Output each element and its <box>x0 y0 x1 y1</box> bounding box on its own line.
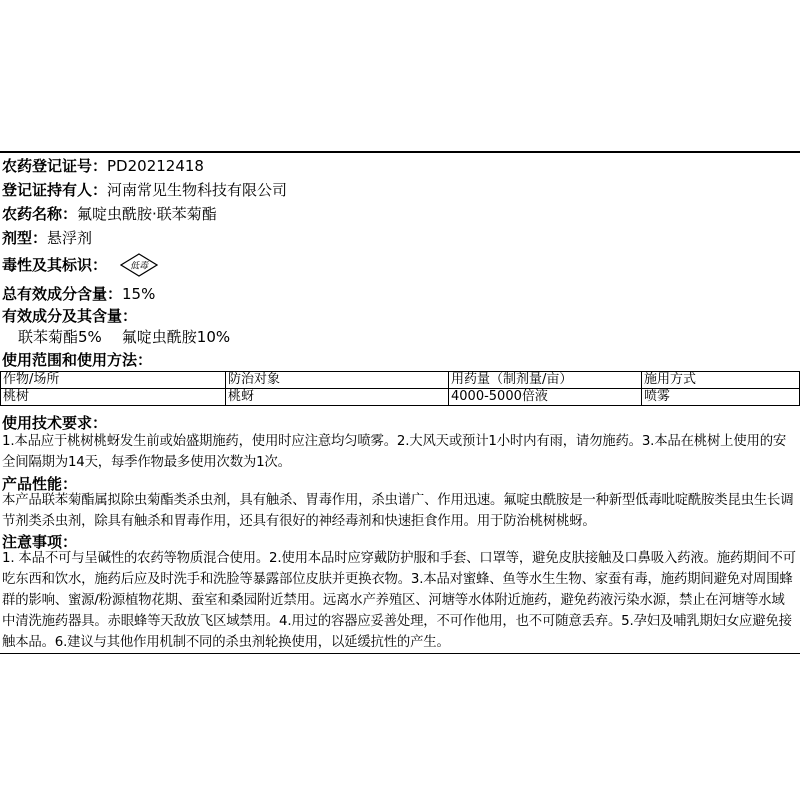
total-content-value: 15% <box>122 285 156 303</box>
toxicity-mark-text: 低毒 <box>129 261 148 271</box>
formulation-row <box>2 227 92 249</box>
table-header-row <box>1 372 800 389</box>
formulation-value: 悬浮剂 <box>47 229 93 247</box>
name-row <box>2 203 217 225</box>
total-content-row <box>2 283 155 305</box>
total-content-label: 总有效成分含量： <box>2 285 123 303</box>
technique-text: 1.本品应于桃树桃蚜发生前或始盛期施药，使用时应注意均匀喷雾。2.大风天或预计1小时内有雨，请勿施药。3.本品在桃树上使用的安全间隔期为14天，每季作物最多使用次数为1次。 <box>2 434 787 470</box>
ingredient-item: 氟啶虫酰胺10% <box>121 328 231 346</box>
table-header-cell: 施用方式 <box>642 372 800 389</box>
toxicity-row <box>2 251 158 279</box>
name-value: 氟啶虫酰胺·联苯菊酯 <box>77 205 217 223</box>
performance-text: 本产品联苯菊酯属拟除虫菊酯类杀虫剂，具有触杀、胃毒作用，杀虫谱广、作用迅速。氟啶虫酰胺是一种新型低毒吡啶酰胺类昆虫生长调节剂类杀虫剂，除具有触杀和胃毒作用，还具有很好的神经毒剂和快速拒食作用。用于防治桃树桃蚜。 <box>2 493 794 529</box>
table-cell: 4000-5000倍液 <box>449 389 642 406</box>
table-header-cell: 用药量（制剂量/亩） <box>449 372 642 389</box>
technique-label: 使用技术要求： <box>2 414 108 432</box>
table-cell: 桃树 <box>1 389 226 406</box>
usage-table <box>0 371 800 406</box>
ingredient-item: 联苯菊酯5% <box>18 328 102 346</box>
precautions-label: 注意事项： <box>2 533 78 551</box>
table-header-cell: 作物/场所 <box>1 372 226 389</box>
registration-value: PD20212418 <box>107 157 204 175</box>
formulation-label: 剂型： <box>2 229 48 247</box>
toxicity-label: 毒性及其标识： <box>2 256 108 274</box>
holder-row <box>2 179 287 201</box>
table-row <box>1 389 800 406</box>
table-header-cell: 防治对象 <box>226 372 449 389</box>
registration-row <box>2 155 204 177</box>
usage-scope-label: 使用范围和使用方法： <box>2 351 153 369</box>
top-rule <box>0 151 800 153</box>
low-toxicity-diamond-icon <box>120 253 158 277</box>
precautions-text: 1. 本品不可与呈碱性的农药等物质混合使用。2.使用本品时应穿戴防护服和手套、口罩等，避免皮肤接触及口鼻吸入药液。施药期间不可吃东西和饮水，施药后应及时洗手和洗脸等暴露部位皮肤并更换衣物。3.本品对蜜蜂、鱼等水生生物、家蚕有毒，施药期间避免对周围蜂群的影响、蜜源/粉源植物花期、蚕室和桑园附近禁用。远离水产养殖区、河塘等水体附近施药，避免药液污染水源，禁止在河塘等水域中清洗施药器具。赤眼蜂等天敌放飞区域禁用。4.用过的容器应妥善处理，不可作他用，也不可随意丢弃。5.孕妇及哺乳期妇女应避免接触本品。6.建议与其他作用机制不同的杀虫剂轮换使用，以延缓抗性的产生。 <box>2 551 796 650</box>
performance-label: 产品性能： <box>2 475 78 493</box>
holder-label: 登记证持有人： <box>2 181 108 199</box>
table-cell: 喷雾 <box>642 389 800 406</box>
bottom-rule <box>0 653 800 654</box>
ingredients-label: 有效成分及其含量： <box>2 307 138 325</box>
table-cell: 桃蚜 <box>226 389 449 406</box>
name-label: 农药名称： <box>2 205 78 223</box>
ingredients-list <box>18 327 230 347</box>
holder-value: 河南常见生物科技有限公司 <box>107 181 288 199</box>
registration-label: 农药登记证号： <box>2 157 108 175</box>
